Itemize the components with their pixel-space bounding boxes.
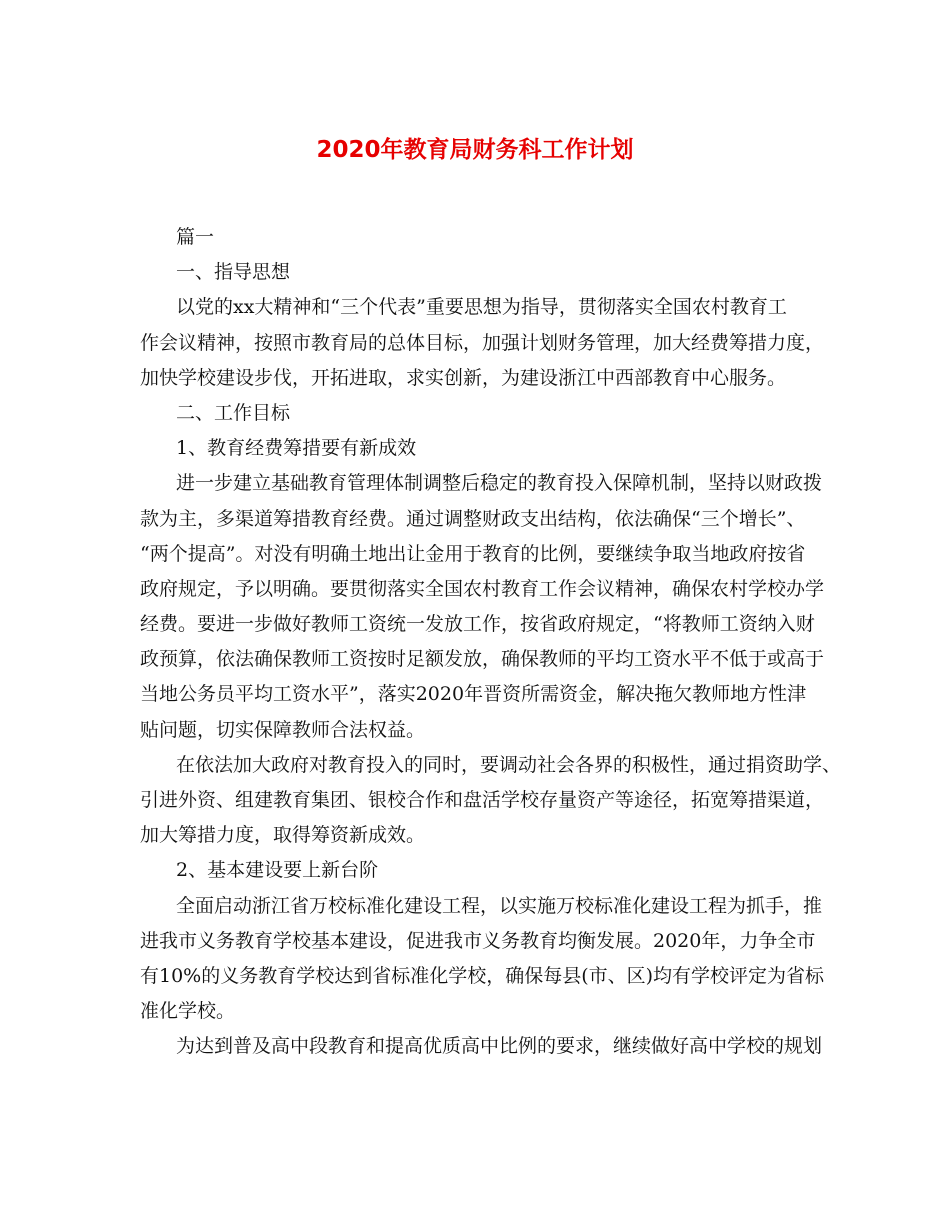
text-line: 一、指导思想 xyxy=(176,261,291,284)
text-line: 在依法加大政府对教育投入的同时，要调动社会各界的积极性，通过捐资助学、 xyxy=(176,753,842,776)
text-line: 经费。要进一步做好教师工资统一发放工作，按省政府规定，“将教师工资纳入财 xyxy=(140,613,815,636)
text-line: 政预算，依法确保教师工资按时足额发放，确保教师的平均工资水平不低于或高于 xyxy=(140,648,825,671)
text-line: 有10%的义务教育学校达到省标准化学校，确保每县(市、区)均有学校评定为省标 xyxy=(140,964,825,987)
document-title: 2020年教育局财务科工作计划 xyxy=(316,137,634,163)
text-line: 为达到普及高中段教育和提高优质高中比例的要求，继续做好高中学校的规划 xyxy=(176,1035,823,1058)
text-line: 引进外资、组建教育集团、银校合作和盘活学校存量资产等途径，拓宽筹措渠道， xyxy=(140,789,825,811)
text-line: 进一步建立基础教育管理体制调整后稳定的教育投入保障机制，坚持以财政拨 xyxy=(176,472,823,495)
text-line: “两个提高”。对没有明确土地出让金用于教育的比例，要继续争取当地政府按省 xyxy=(140,542,806,565)
text-line: 以党的xx大精神和“三个代表”重要思想为指导，贯彻落实全国农村教育工 xyxy=(176,296,787,319)
text-line: 当地公务员平均工资水平”，落实2020年晋资所需资金，解决拖欠教师地方性津 xyxy=(140,683,807,706)
text-line: 1、教育经费筹措要有新成效 xyxy=(176,437,417,460)
text-line: 款为主，多渠道筹措教育经费。通过调整财政支出结构，依法确保“三个增长”、 xyxy=(140,507,806,530)
text-line: 贴问题，切实保障教师合法权益。 xyxy=(140,718,426,741)
text-line: 篇一 xyxy=(176,226,215,248)
text-line: 准化学校。 xyxy=(140,1000,236,1023)
text-line: 加大筹措力度，取得筹资新成效。 xyxy=(140,824,426,847)
text-line: 加快学校建设步伐，开拓进取，求实创新，为建设浙江中西部教育中心服务。 xyxy=(140,366,787,389)
text-line: 进我市义务教育学校基本建设，促进我市义务教育均衡发展。2020年，力争全市 xyxy=(140,929,816,952)
text-line: 政府规定，予以明确。要贯彻落实全国农村教育工作会议精神，确保农村学校办学 xyxy=(140,577,825,600)
text-line: 2、基本建设要上新台阶 xyxy=(176,859,379,882)
text-line: 作会议精神，按照市教育局的总体目标，加强计划财务管理，加大经费筹措力度， xyxy=(140,331,825,354)
text-line: 二、工作目标 xyxy=(176,401,291,424)
text-line: 全面启动浙江省万校标准化建设工程，以实施万校标准化建设工程为抓手，推 xyxy=(176,894,823,917)
document-body xyxy=(140,220,842,1065)
